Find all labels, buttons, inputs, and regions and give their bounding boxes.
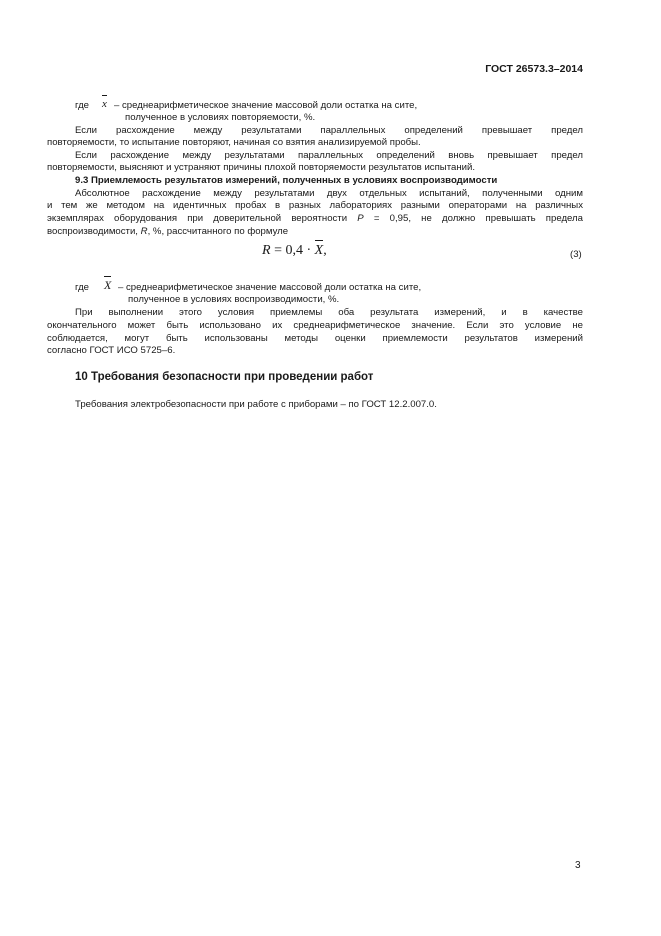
paragraph-line: Абсолютное расхождение между результатами двух отдельных испытаний, полученными одним [75, 188, 583, 199]
where-description: – среднеарифметическое значение массовой доли остатка на сите, [118, 282, 422, 293]
paragraph-line: экземплярах оборудования при доверительной вероятности P = 0,95, не должно превышать предела [47, 213, 583, 224]
page-number: 3 [575, 860, 581, 871]
paragraph-line: повторяемости, выясняют и устраняют причины плохой повторяемости результатов испытаний. [47, 162, 475, 173]
paragraph-line: Если расхождение между результатами параллельных определений вновь превышает предел [75, 150, 583, 161]
formula: R = 0,4 · X, [262, 243, 327, 258]
where-description-cont: полученное в условиях воспроизводимости, %. [128, 294, 340, 305]
where-description-cont: полученное в условиях повторяемости, %. [125, 112, 316, 123]
paragraph-line: повторяемости, то испытание повторяют, начиная со взятия анализируемой пробы. [47, 137, 421, 148]
where-label: где [75, 282, 90, 293]
paragraph-line: Требования электробезопасности при работе с приборами – по ГОСТ 12.2.007.0. [75, 399, 437, 410]
formula-number: (3) [570, 249, 582, 260]
document-code-header: ГОСТ 26573.3–2014 [485, 63, 583, 75]
paragraph-line: При выполнении этого условия приемлемы оба результата измерений, и в качестве [75, 307, 583, 318]
variable-X-bar: X [104, 278, 112, 292]
paragraph-line: согласно ГОСТ ИСО 5725–6. [47, 345, 176, 356]
variable-x-bar: x [102, 98, 107, 110]
paragraph-line: окончательного может быть использовано их среднеарифметическое значение. Если это условие не [47, 320, 583, 331]
paragraph-line: Если расхождение между результатами параллельных определений превышает предел [75, 125, 583, 136]
where-label: где [75, 100, 90, 111]
paragraph-line: воспроизводимости, R, %, рассчитанного по формуле [47, 226, 289, 237]
paragraph-line: соблюдается, могут быть использованы методы оценки приемлемости результатов измерений [47, 333, 583, 344]
section-heading: 10 Требования безопасности при проведении работ [75, 371, 374, 383]
where-description: – среднеарифметическое значение массовой доли остатка на сите, [114, 100, 418, 111]
section-heading: 9.3 Приемлемость результатов измерений, полученных в условиях воспроизводимости [75, 175, 498, 186]
paragraph-line: и тем же методом на идентичных пробах в разных лабораториях разными операторами на различных [47, 200, 583, 211]
